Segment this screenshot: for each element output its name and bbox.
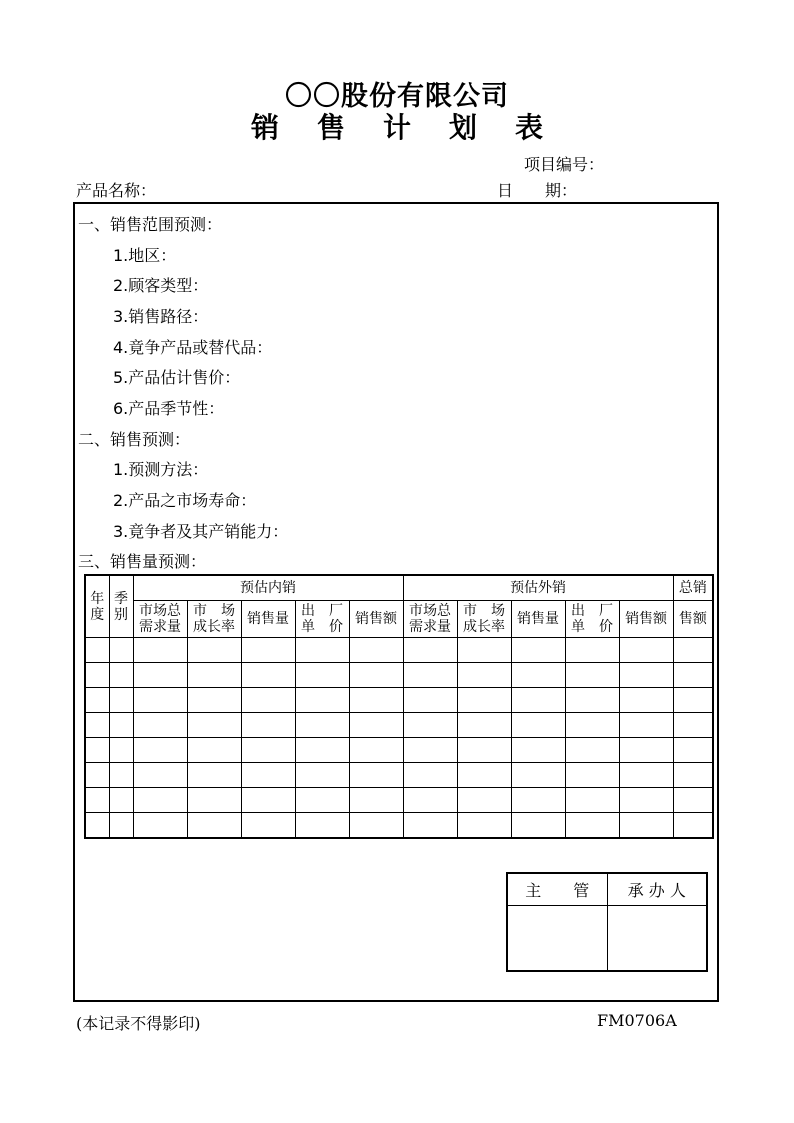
table-cell[interactable] — [295, 763, 349, 788]
table-cell[interactable] — [619, 663, 673, 688]
table-cell[interactable] — [511, 738, 565, 763]
table-cell[interactable] — [295, 813, 349, 839]
table-cell[interactable] — [295, 713, 349, 738]
exp-volume-header: 销售量 — [511, 601, 565, 638]
table-cell[interactable] — [511, 763, 565, 788]
table-cell[interactable] — [133, 638, 187, 663]
table-cell[interactable] — [109, 663, 133, 688]
table-cell[interactable] — [295, 788, 349, 813]
table-cell[interactable] — [85, 813, 109, 839]
table-row — [85, 763, 713, 788]
table-cell[interactable] — [565, 638, 619, 663]
table-row — [85, 638, 713, 663]
section-sales-forecast-title: 二、销售预测： — [78, 430, 191, 449]
exp-amount-header: 销售额 — [619, 601, 673, 638]
date-label: 日 期： — [497, 181, 578, 200]
table-cell[interactable] — [673, 738, 713, 763]
table-cell[interactable] — [187, 688, 241, 713]
table-cell[interactable] — [241, 788, 295, 813]
table-cell[interactable] — [403, 638, 457, 663]
table-row — [85, 663, 713, 688]
table-cell[interactable] — [403, 763, 457, 788]
table-cell[interactable] — [109, 738, 133, 763]
exp-price-header: 出 厂 单 价 — [565, 601, 619, 638]
table-cell[interactable] — [619, 638, 673, 663]
table-cell[interactable] — [187, 638, 241, 663]
signature-box — [506, 872, 708, 972]
table-cell[interactable] — [457, 763, 511, 788]
table-row — [85, 713, 713, 738]
item-estimated-price: 5.产品估计售价： — [113, 368, 241, 387]
dom-amount-header: 销售额 — [349, 601, 403, 638]
table-cell[interactable] — [511, 813, 565, 839]
table-cell[interactable] — [109, 688, 133, 713]
table-cell[interactable] — [619, 713, 673, 738]
sales-forecast-table — [84, 574, 714, 839]
table-cell[interactable] — [403, 813, 457, 839]
table-cell[interactable] — [85, 688, 109, 713]
table-cell[interactable] — [565, 813, 619, 839]
table-cell[interactable] — [187, 663, 241, 688]
table-cell[interactable] — [85, 663, 109, 688]
table-cell[interactable] — [619, 688, 673, 713]
table-cell[interactable] — [565, 763, 619, 788]
table-cell[interactable] — [241, 813, 295, 839]
table-cell[interactable] — [565, 663, 619, 688]
table-cell[interactable] — [403, 788, 457, 813]
table-row — [85, 738, 713, 763]
dom-volume-header: 销售量 — [241, 601, 295, 638]
table-cell[interactable] — [619, 738, 673, 763]
handler-sign-cell[interactable] — [607, 905, 707, 971]
no-copy-note: (本记录不得影印) — [76, 1014, 201, 1033]
table-cell[interactable] — [133, 738, 187, 763]
table-cell[interactable] — [109, 788, 133, 813]
table-cell[interactable] — [187, 763, 241, 788]
table-cell[interactable] — [673, 663, 713, 688]
table-cell[interactable] — [565, 738, 619, 763]
table-cell[interactable] — [295, 638, 349, 663]
item-forecast-method: 1.预测方法： — [113, 460, 209, 479]
table-cell[interactable] — [673, 763, 713, 788]
table-cell[interactable] — [349, 788, 403, 813]
table-cell[interactable] — [619, 813, 673, 839]
table-cell[interactable] — [457, 713, 511, 738]
table-cell[interactable] — [241, 688, 295, 713]
table-cell[interactable] — [403, 713, 457, 738]
table-cell[interactable] — [673, 788, 713, 813]
table-cell[interactable] — [511, 788, 565, 813]
table-row — [85, 813, 713, 839]
table-cell[interactable] — [133, 763, 187, 788]
table-cell[interactable] — [673, 713, 713, 738]
table-cell[interactable] — [133, 788, 187, 813]
exp-market-demand-header: 市场总 需求量 — [403, 601, 457, 638]
table-cell[interactable] — [457, 663, 511, 688]
table-cell[interactable] — [403, 688, 457, 713]
table-cell[interactable] — [457, 813, 511, 839]
table-cell[interactable] — [85, 638, 109, 663]
table-cell[interactable] — [349, 713, 403, 738]
table-cell[interactable] — [619, 763, 673, 788]
table-cell[interactable] — [349, 688, 403, 713]
table-cell[interactable] — [673, 813, 713, 839]
item-region: 1.地区： — [113, 246, 177, 265]
table-cell[interactable] — [109, 713, 133, 738]
table-cell[interactable] — [403, 663, 457, 688]
col-season-header: 季别 — [109, 575, 133, 638]
table-cell[interactable] — [673, 688, 713, 713]
item-competitor-capacity: 3.竟争者及其产销能力： — [113, 522, 289, 541]
table-cell[interactable] — [511, 638, 565, 663]
table-cell[interactable] — [295, 663, 349, 688]
dom-price-header: 出 厂 单 价 — [295, 601, 349, 638]
table-cell[interactable] — [511, 713, 565, 738]
table-cell[interactable] — [133, 813, 187, 839]
table-cell[interactable] — [241, 713, 295, 738]
table-cell[interactable] — [457, 788, 511, 813]
table-cell[interactable] — [109, 813, 133, 839]
table-cell[interactable] — [109, 763, 133, 788]
dom-growth-header: 市 场 成长率 — [187, 601, 241, 638]
table-cell[interactable] — [565, 788, 619, 813]
table-cell[interactable] — [511, 688, 565, 713]
table-cell[interactable] — [85, 788, 109, 813]
col-total-header-top: 总销 — [673, 575, 713, 601]
table-cell[interactable] — [187, 713, 241, 738]
form-number: FM0706A — [597, 1011, 677, 1030]
table-cell[interactable] — [349, 813, 403, 839]
table-cell[interactable] — [241, 663, 295, 688]
table-cell[interactable] — [187, 788, 241, 813]
table-cell[interactable] — [403, 738, 457, 763]
group-domestic-header: 预估内销 — [133, 575, 403, 601]
table-cell[interactable] — [241, 638, 295, 663]
table-cell[interactable] — [133, 663, 187, 688]
item-sales-channel: 3.销售路径： — [113, 307, 209, 326]
table-cell[interactable] — [349, 663, 403, 688]
supervisor-label: 主 管 — [507, 873, 607, 905]
table-cell[interactable] — [565, 688, 619, 713]
table-cell[interactable] — [133, 713, 187, 738]
table-cell[interactable] — [673, 638, 713, 663]
table-cell[interactable] — [457, 738, 511, 763]
col-total-header-bottom: 售额 — [673, 601, 713, 638]
table-row — [85, 688, 713, 713]
table-cell[interactable] — [619, 788, 673, 813]
table-row — [85, 788, 713, 813]
table-cell[interactable] — [109, 638, 133, 663]
dom-market-demand-header: 市场总 需求量 — [133, 601, 187, 638]
table-cell[interactable] — [349, 638, 403, 663]
project-number-label: 项目编号： — [524, 155, 605, 174]
table-cell[interactable] — [457, 638, 511, 663]
table-cell[interactable] — [295, 738, 349, 763]
product-name-label: 产品名称： — [76, 181, 157, 200]
table-cell[interactable] — [565, 713, 619, 738]
form-title: 销售计划表 — [250, 111, 581, 144]
table-cell[interactable] — [241, 738, 295, 763]
group-export-header: 预估外销 — [403, 575, 673, 601]
item-customer-type: 2.顾客类型： — [113, 276, 209, 295]
handler-label: 承 办 人 — [607, 873, 707, 905]
exp-growth-header: 市 场 成长率 — [457, 601, 511, 638]
item-competitor-product: 4.竟争产品或替代品： — [113, 338, 273, 357]
table-cell[interactable] — [133, 688, 187, 713]
table-cell[interactable] — [85, 738, 109, 763]
item-seasonality: 6.产品季节性： — [113, 399, 225, 418]
table-cell[interactable] — [349, 738, 403, 763]
company-name: 〇〇股份有限公司 — [285, 81, 509, 112]
item-market-life: 2.产品之市场寿命： — [113, 491, 257, 510]
table-cell[interactable] — [187, 813, 241, 839]
table-cell[interactable] — [85, 763, 109, 788]
table-cell[interactable] — [511, 663, 565, 688]
table-cell[interactable] — [349, 763, 403, 788]
col-year-header: 年度 — [85, 575, 109, 638]
table-cell[interactable] — [85, 713, 109, 738]
table-cell[interactable] — [241, 763, 295, 788]
table-cell[interactable] — [295, 688, 349, 713]
table-cell[interactable] — [187, 738, 241, 763]
section-sales-scope-title: 一、销售范围预测： — [78, 215, 223, 234]
table-cell[interactable] — [457, 688, 511, 713]
section-volume-forecast-title: 三、销售量预测： — [78, 552, 207, 571]
supervisor-sign-cell[interactable] — [507, 905, 607, 971]
